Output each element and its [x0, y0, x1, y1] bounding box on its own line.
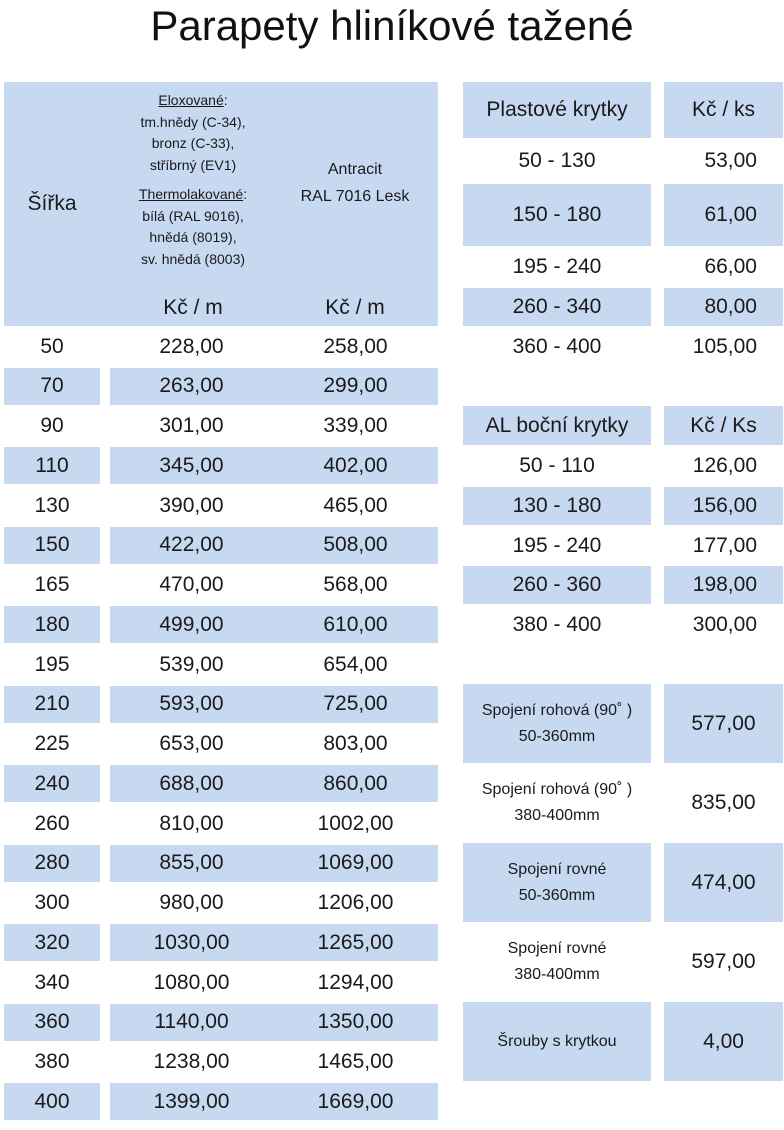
price-eloxovane-cell: 1238,00 [153, 1050, 230, 1073]
price-eloxovane-cell: 228,00 [159, 334, 224, 358]
al-bocni-price-cell: 177,00 [692, 533, 757, 557]
width-cell: 280 [4, 845, 100, 882]
price-eloxovane-cell: 688,00 [110, 765, 273, 802]
al-bocni-range-cell: 260 - 360 [463, 566, 651, 604]
price-antracit-cell: 1002,00 [317, 811, 394, 835]
accessory-name: Spojení rovné [507, 940, 607, 957]
price-antracit-cell: 1265,00 [273, 924, 438, 961]
al-bocni-unit-header: Kč / Ks [664, 406, 783, 445]
accessory-price-cell: 474,00 [664, 843, 783, 922]
price-eloxovane-cell: 345,00 [110, 447, 273, 484]
accessory-name: Spojení rohová (90˚ ) [481, 701, 633, 719]
price-antracit-cell: 803,00 [323, 732, 388, 755]
price-antracit-cell: 568,00 [323, 573, 388, 596]
width-cell: 150 [4, 527, 100, 564]
price-antracit-cell: 610,00 [273, 606, 438, 643]
antracit-line: Antracit [327, 161, 383, 178]
al-bocni-price-cell: 126,00 [692, 454, 757, 477]
price-antracit-cell: 1350,00 [273, 1004, 438, 1041]
price-antracit-cell: 1294,00 [317, 970, 394, 994]
price-eloxovane-cell: 499,00 [110, 606, 273, 643]
plastove-range-cell: 260 - 340 [463, 288, 651, 326]
accessory-name: Spojení rohová (90˚ ) [481, 781, 633, 798]
price-antracit-cell: 1669,00 [273, 1083, 438, 1120]
al-bocni-range-cell: 380 - 400 [512, 613, 602, 636]
price-eloxovane-cell: 1080,00 [153, 970, 230, 994]
accessory-name: Šrouby s krytkou [497, 1032, 617, 1050]
main-table-header [4, 82, 438, 326]
width-cell: 225 [34, 732, 70, 755]
width-cell: 130 [34, 493, 70, 517]
width-column-header: Šířka [27, 192, 77, 215]
plastove-price-cell: 80,00 [664, 288, 783, 326]
price-antracit-cell: 860,00 [273, 765, 438, 802]
al-bocni-range-cell: 50 - 110 [519, 454, 595, 477]
eloxovane-color: bronz (C-33), [151, 135, 235, 151]
accessory-price-cell: 597,00 [691, 950, 756, 973]
width-cell: 260 [34, 811, 70, 835]
antracit-header [272, 156, 438, 210]
width-cell: 240 [4, 765, 100, 802]
price-eloxovane-cell: 855,00 [110, 845, 273, 882]
width-cell: 210 [4, 686, 100, 723]
width-cell: 90 [40, 414, 64, 437]
width-cell: 380 [34, 1050, 70, 1073]
price-antracit-cell: 508,00 [273, 527, 438, 564]
page-title: Parapety hliníkové tažené [150, 2, 634, 49]
accessory-price-cell: 4,00 [664, 1002, 783, 1081]
width-cell: 300 [34, 891, 70, 914]
price-eloxovane-cell: 422,00 [110, 527, 273, 564]
plastove-range-cell: 195 - 240 [512, 255, 602, 278]
plastove-range-cell: 50 - 130 [518, 149, 596, 172]
width-cell: 70 [4, 368, 100, 405]
plastove-unit-header: Kč / ks [664, 82, 783, 138]
plastove-header: Plastové krytky [463, 82, 651, 138]
accessory-name: Spojení rovné [507, 860, 607, 878]
price-eloxovane-cell: 1030,00 [110, 924, 273, 961]
antracit-line: RAL 7016 Lesk [300, 188, 410, 205]
accessory-size: 380-400mm [514, 807, 600, 824]
unit-header-col1: Kč / m [163, 296, 223, 319]
plastove-range-cell: 150 - 180 [463, 184, 651, 246]
price-antracit-cell: 258,00 [323, 334, 388, 358]
plastove-range-cell: 360 - 400 [512, 335, 602, 358]
width-cell: 340 [34, 970, 70, 994]
price-antracit-cell: 1069,00 [273, 845, 438, 882]
thermo-color: hnědá (8019), [149, 229, 237, 245]
eloxovane-color: tm.hnědy (C-34), [140, 113, 246, 130]
price-antracit-cell: 1465,00 [317, 1050, 394, 1073]
price-antracit-cell: 402,00 [273, 447, 438, 484]
price-eloxovane-cell: 1140,00 [110, 1004, 273, 1041]
price-eloxovane-cell: 301,00 [159, 414, 224, 437]
price-eloxovane-cell: 810,00 [159, 811, 224, 835]
eloxovane-label: Eloxované [158, 92, 224, 108]
width-cell: 165 [34, 573, 70, 596]
eloxovane-color: stříbrný (EV1) [149, 156, 237, 173]
eloxovane-thermo-header: Eloxované: tm.hnědy (C-34), bronz (C-33), stříbrný (EV1) Thermolakované: bílá (RAL 9016), hnědá (8019), sv. hnědá (8003) [114, 90, 272, 270]
accessory-price-cell: 835,00 [691, 791, 756, 814]
al-bocni-price-cell: 156,00 [664, 487, 783, 525]
accessory-label-cell [463, 843, 651, 922]
price-eloxovane-cell: 470,00 [159, 573, 224, 596]
accessory-price-cell: 577,00 [664, 684, 783, 763]
width-cell: 360 [4, 1004, 100, 1041]
accessory-size: 50-360mm [518, 727, 596, 745]
unit-header-col2: Kč / m [325, 296, 385, 319]
accessory-label-cell [463, 764, 651, 843]
width-cell: 320 [4, 924, 100, 961]
width-cell: 400 [4, 1083, 100, 1120]
plastove-price-cell: 53,00 [704, 149, 757, 172]
width-cell: 180 [4, 606, 100, 643]
plastove-price-cell: 105,00 [692, 335, 757, 358]
al-bocni-range-cell: 195 - 240 [512, 533, 602, 557]
plastove-price-cell: 66,00 [704, 255, 757, 278]
price-eloxovane-cell: 390,00 [159, 493, 224, 517]
price-antracit-cell: 1206,00 [317, 891, 394, 914]
accessory-size: 380-400mm [514, 966, 600, 983]
price-eloxovane-cell: 653,00 [159, 732, 224, 755]
thermolakovane-label: Thermolakované [138, 186, 244, 202]
thermo-color: sv. hnědá (8003) [140, 250, 246, 267]
price-antracit-cell: 339,00 [323, 414, 388, 437]
price-antracit-cell: 654,00 [323, 652, 388, 676]
price-eloxovane-cell: 593,00 [110, 686, 273, 723]
al-bocni-price-cell: 300,00 [692, 613, 757, 636]
width-cell: 195 [34, 652, 70, 676]
price-eloxovane-cell: 263,00 [110, 368, 273, 405]
price-eloxovane-cell: 1399,00 [110, 1083, 273, 1120]
price-eloxovane-cell: 539,00 [159, 652, 224, 676]
al-bocni-price-cell: 198,00 [664, 566, 783, 604]
price-eloxovane-cell: 980,00 [159, 891, 224, 914]
al-bocni-header: AL boční krytky [463, 406, 651, 445]
thermo-color: bílá (RAL 9016), [142, 207, 244, 224]
width-cell: 110 [4, 447, 100, 484]
price-antracit-cell: 725,00 [273, 686, 438, 723]
al-bocni-range-cell: 130 - 180 [463, 487, 651, 525]
accessory-label-cell [463, 923, 651, 1002]
plastove-price-cell: 61,00 [664, 184, 783, 246]
accessory-size: 50-360mm [518, 886, 596, 904]
accessory-label-cell [463, 684, 651, 763]
price-antracit-cell: 299,00 [273, 368, 438, 405]
price-antracit-cell: 465,00 [323, 493, 388, 517]
width-cell: 50 [40, 334, 64, 358]
accessory-label-cell [463, 1002, 651, 1081]
